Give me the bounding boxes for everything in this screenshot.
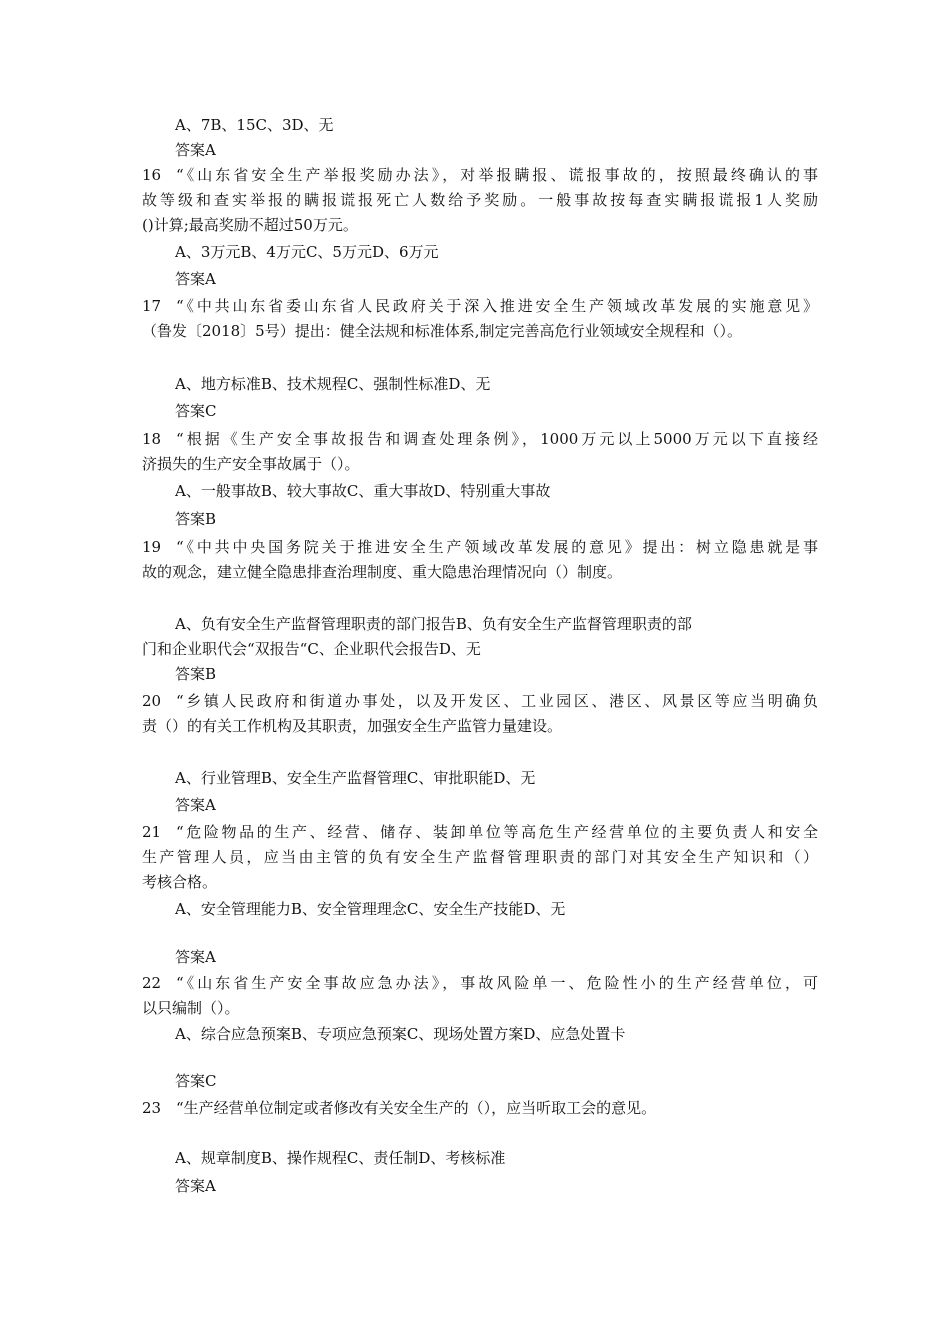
- question-23: [142, 1097, 818, 1119]
- question-text-line: 济损失的生产安全事故属于（）。: [142, 455, 360, 473]
- question-number: 16: [142, 166, 162, 184]
- answer-line: 答案C: [175, 1072, 217, 1090]
- question-text: “生产经营单位制定或者修改有关安全生产的（），应当听取工会的意见。: [176, 1099, 657, 1117]
- answer-line: 答案A: [175, 270, 216, 288]
- question-text-line: 生产管理人员，应当由主管的负有安全生产监督管理职责的部门对其安全生产知识和（）: [142, 848, 818, 866]
- question-19: [142, 536, 818, 558]
- answer-line: 答案B: [175, 510, 217, 528]
- question-number: 21: [142, 823, 162, 841]
- answer-line: 答案C: [175, 402, 217, 420]
- options-line: A、行业管理B、安全生产监督管理C、审批职能D、无: [175, 769, 536, 787]
- question-18: [142, 428, 818, 450]
- question-number: 19: [142, 538, 162, 556]
- question-text-line: 以只编制（）。: [142, 999, 240, 1017]
- options-line: A、规章制度B、操作规程C、责任制D、考核标准: [175, 1149, 506, 1167]
- question-16: [142, 164, 818, 186]
- answer-line: 答案A: [175, 796, 216, 814]
- question-text-line: 责（）的有关工作机构及其职责，加强安全生产监管力量建设。: [142, 717, 563, 735]
- question-text-line: 故的观念，建立健全隐患排查治理制度、重大隐患治理情况向（）制度。: [142, 563, 623, 581]
- question-text-line: （鲁发〔2018〕5号）提出：健全法规和标准体系,制定完善高危行业领域安全规程和（）。: [142, 322, 742, 340]
- question-number: 17: [142, 297, 162, 315]
- options-line: A、7B、15C、3D、无: [175, 116, 334, 134]
- answer-line: 答案A: [175, 1177, 216, 1195]
- options-line: A、安全管理能力B、安全管理理念C、安全生产技能D、无: [175, 900, 566, 918]
- question-20: [142, 690, 818, 712]
- question-number: 22: [142, 974, 162, 992]
- answer-line: 答案B: [175, 665, 217, 683]
- question-text: “《山东省生产安全事故应急办法》，事故风险单一、危险性小的生产经营单位，可: [176, 974, 818, 992]
- answer-line: 答案A: [175, 141, 216, 159]
- options-line: A、地方标准B、技术规程C、强制性标准D、无: [175, 375, 491, 393]
- answer-line: 答案A: [175, 948, 216, 966]
- question-text: “根据《生产安全事故报告和调查处理条例》，1000万元以上5000万元以下直接经: [176, 430, 818, 448]
- options-line: A、3万元B、4万元C、5万元D、6万元: [175, 243, 439, 261]
- options-line: 门和企业职代会“双报告“C、企业职代会报告D、无: [142, 640, 481, 658]
- question-text: “《中共山东省委山东省人民政府关于深入推进安全生产领域改革发展的实施意见》: [176, 297, 818, 315]
- options-line: A、一般事故B、较大事故C、重大事故D、特别重大事故: [175, 482, 551, 500]
- question-text-line: 考核合格。: [142, 873, 218, 891]
- question-text-line: ()计算;最高奖励不超过50万元。: [142, 216, 358, 234]
- question-text: “《中共中央国务院关于推进安全生产领域改革发展的意见》提出：树立隐患就是事: [176, 538, 818, 556]
- question-text: “危险物品的生产、经营、储存、装卸单位等高危生产经营单位的主要负责人和安全: [176, 823, 818, 841]
- question-number: 23: [142, 1099, 162, 1117]
- question-number: 20: [142, 692, 162, 710]
- question-text: “乡镇人民政府和街道办事处，以及开发区、工业园区、港区、风景区等应当明确负: [176, 692, 818, 710]
- question-22: [142, 972, 818, 994]
- question-text: “《山东省安全生产举报奖励办法》，对举报瞒报、谎报事故的，按照最终确认的事: [176, 166, 818, 184]
- question-21: [142, 821, 818, 843]
- options-line: A、负有安全生产监督管理职责的部门报告B、负有安全生产监督管理职责的部: [175, 615, 692, 633]
- options-line: A、综合应急预案B、专项应急预案C、现场处置方案D、应急处置卡: [175, 1025, 626, 1043]
- question-number: 18: [142, 430, 162, 448]
- question-17: [142, 295, 818, 317]
- question-text-line: 故等级和查实举报的瞒报谎报死亡人数给予奖励。一般事故按每查实瞒报谎报1人奖励: [142, 191, 818, 209]
